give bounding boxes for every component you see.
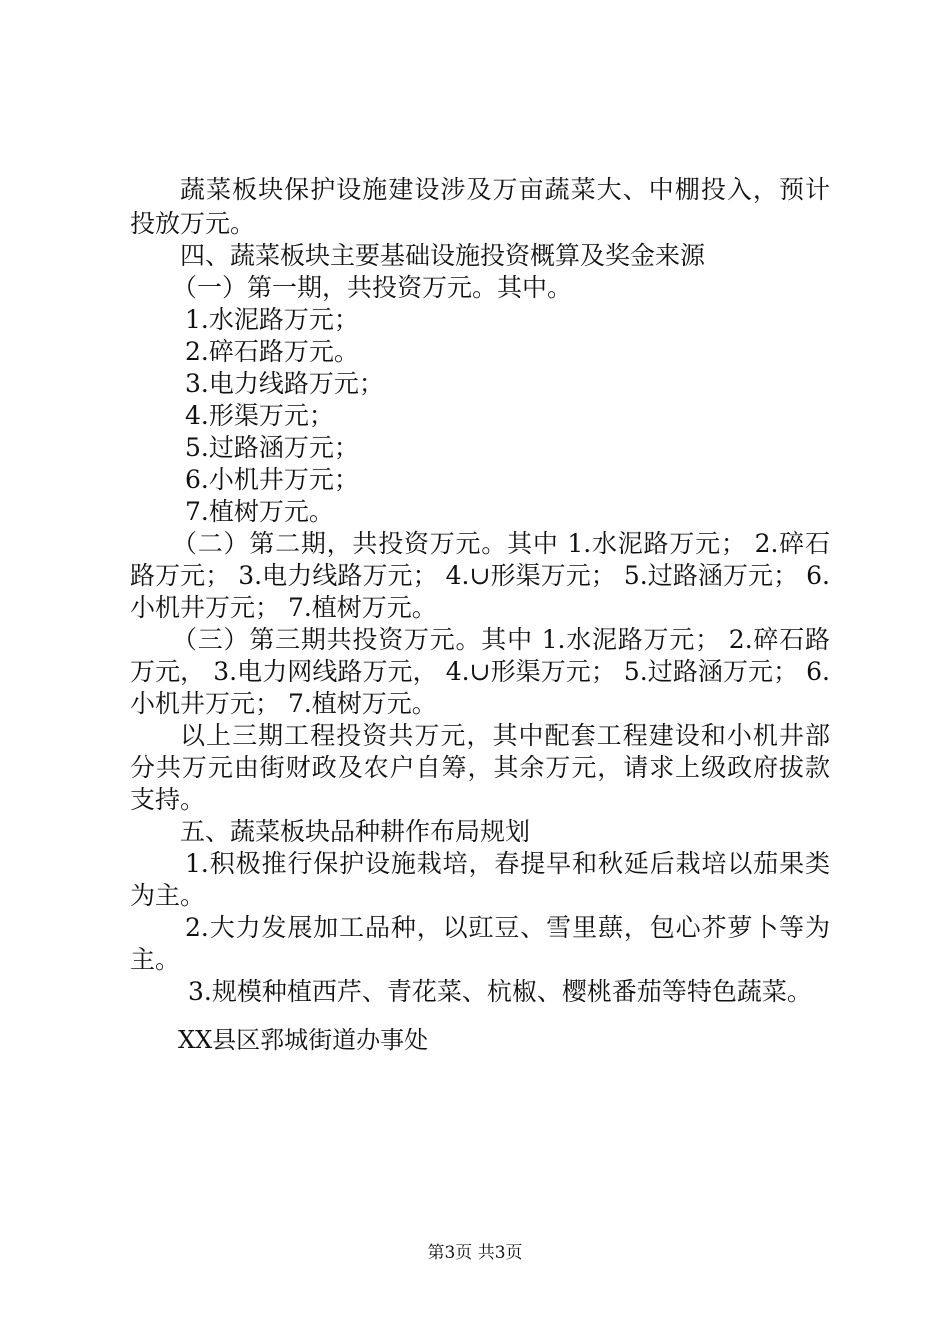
plan-item-2-line: 2.大力发展加工品种，以豇豆、雪里蕻，包心芥萝卜等为	[185, 913, 830, 942]
summary-line: 支持。	[130, 785, 206, 814]
phase-1-item: 4.形渠万元；	[185, 401, 334, 430]
plan-item-1-line: 1.积极推行保护设施栽培，春提早和秋延后栽培以茄果类	[185, 849, 830, 878]
plan-item-2-line: 主。	[130, 945, 181, 974]
phase-2-line: 路万元； 3.电力线路万元； 4.∪形渠万元； 5.过路涵万元； 6.	[130, 561, 830, 590]
phase-3-line: 小机井万元； 7.植树万元。	[130, 689, 437, 718]
section-heading-5: 五、蔬菜板块品种耕作布局规划	[180, 817, 531, 846]
summary-line: 以上三期工程投资共万元，其中配套工程建设和小机井部	[180, 721, 830, 750]
phase-3-line: 万元， 3.电力网线路万元， 4.∪形渠万元； 5.过路涵万元； 6.	[130, 657, 830, 686]
summary-line: 分共万元由街财政及农户自筹，其余万元，请求上级政府拔款	[130, 753, 830, 782]
phase-1-item: 3.电力线路万元；	[185, 369, 384, 398]
phase-1-item: 7.植树万元。	[185, 497, 334, 526]
phase-2-line: （二）第二期，共投资万元。其中 1.水泥路万元； 2.碎石	[172, 529, 830, 558]
signature: XX县区郛城街道办事处	[178, 1026, 429, 1054]
phase-1-title: （一）第一期，共投资万元。其中。	[172, 273, 573, 302]
plan-item-1-line: 为主。	[130, 881, 206, 910]
page-footer: 第3页 共3页	[427, 1243, 523, 1263]
phase-1-item: 1.水泥路万元；	[185, 305, 359, 334]
section-heading-4: 四、蔬菜板块主要基础设施投资概算及奖金来源	[180, 241, 706, 270]
plan-item-3: 3.规模种植西芹、青花菜、杭椒、樱桃番茄等特色蔬菜。	[188, 977, 812, 1006]
paragraph-line: 蔬菜板块保护设施建设涉及万亩蔬菜大、中棚投入，预计	[180, 175, 830, 204]
phase-1-item: 6.小机井万元；	[185, 465, 359, 494]
phase-3-line: （三）第三期共投资万元。其中 1.水泥路万元； 2.碎石路	[172, 625, 830, 654]
phase-2-line: 小机井万元； 7.植树万元。	[130, 593, 437, 622]
phase-1-item: 2.碎石路万元。	[185, 337, 359, 366]
phase-1-item: 5.过路涵万元；	[185, 433, 359, 462]
paragraph-line: 投放万元。	[130, 209, 256, 238]
